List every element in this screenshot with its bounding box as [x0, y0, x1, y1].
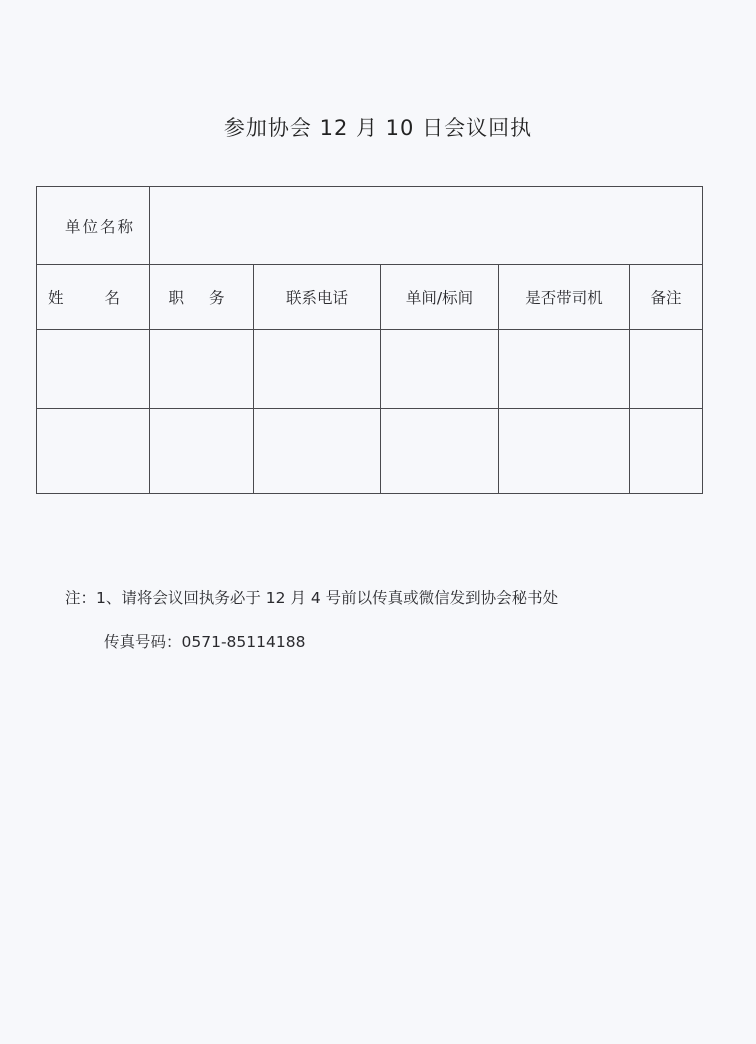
fax-number: 0571-85114188: [181, 633, 306, 651]
col-header-phone: 联系电话: [254, 265, 381, 330]
fax-label: 传真号码：: [104, 633, 182, 651]
cell-name[interactable]: [37, 409, 150, 494]
cell-phone[interactable]: [254, 330, 381, 409]
col-header-driver: 是否带司机: [499, 265, 630, 330]
org-name-field[interactable]: [150, 187, 703, 265]
table-row: [37, 409, 703, 494]
col-header-position: 职 务: [150, 265, 254, 330]
cell-position[interactable]: [150, 409, 254, 494]
header-row: [37, 265, 703, 330]
cell-driver[interactable]: [499, 330, 630, 409]
cell-room[interactable]: [381, 330, 499, 409]
table-row: [37, 330, 703, 409]
col-header-room: 单间/标间: [381, 265, 499, 330]
cell-driver[interactable]: [499, 409, 630, 494]
note-deadline: 注：1、请将会议回执务必于 12 月 4 号前以传真或微信发到协会秘书处: [65, 589, 559, 607]
col-header-name: 姓 名: [37, 265, 150, 330]
cell-room[interactable]: [381, 409, 499, 494]
fax-line: [104, 630, 305, 652]
cell-position[interactable]: [150, 330, 254, 409]
cell-phone[interactable]: [254, 409, 381, 494]
page-title: 参加协会 12 月 10 日会议回执: [223, 116, 533, 140]
cell-remarks[interactable]: [630, 409, 703, 494]
org-row: [37, 187, 703, 265]
cell-name[interactable]: [37, 330, 150, 409]
org-name-label: 单位名称: [37, 187, 150, 265]
col-header-remarks: 备注: [630, 265, 703, 330]
cell-remarks[interactable]: [630, 330, 703, 409]
reply-table: [36, 186, 703, 494]
